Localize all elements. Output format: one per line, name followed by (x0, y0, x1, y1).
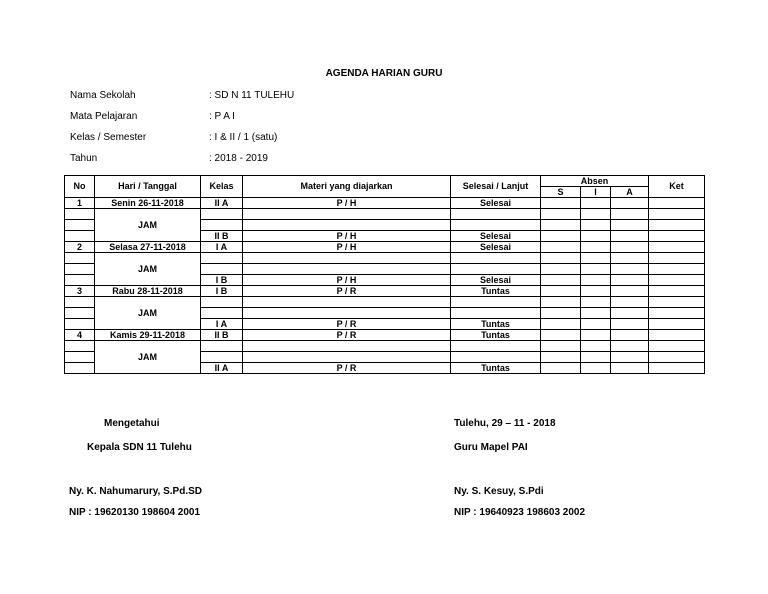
table-cell-empty (65, 275, 95, 286)
sig-mengetahui: Mengetahui (104, 418, 160, 429)
row-status: Tuntas (451, 330, 541, 341)
row-no: 1 (65, 198, 95, 209)
table-cell-empty (65, 209, 95, 220)
table-cell-empty (649, 220, 705, 231)
table-cell-empty (451, 209, 541, 220)
row-day: Selasa 27-11-2018 (95, 242, 201, 253)
row-no: 4 (65, 330, 95, 341)
table-cell-empty (451, 297, 541, 308)
value-mata-pelajaran: : P A I (209, 111, 235, 122)
table-cell-empty (649, 253, 705, 264)
table-cell-empty (541, 220, 581, 231)
table-cell-empty (611, 253, 649, 264)
table-cell-empty (649, 209, 705, 220)
table-cell-empty (581, 242, 611, 253)
table-row (65, 242, 705, 253)
table-cell-empty (649, 308, 705, 319)
row-status: Selesai (451, 231, 541, 242)
table-cell-empty (581, 275, 611, 286)
table-cell-empty (541, 209, 581, 220)
table-cell-empty (649, 352, 705, 363)
table-cell-empty (581, 253, 611, 264)
table-cell-empty (451, 308, 541, 319)
row-materi: P / H (243, 198, 451, 209)
row-status: Selesai (451, 275, 541, 286)
table-cell-empty (541, 308, 581, 319)
label-mata-pelajaran: Mata Pelajaran (70, 111, 138, 122)
sig-right-name: Ny. S. Kesuy, S.Pdi (454, 486, 544, 497)
row-status: Selesai (451, 198, 541, 209)
row-materi: P / R (243, 286, 451, 297)
table-cell-empty (243, 297, 451, 308)
header-hari-tanggal: Hari / Tanggal (95, 176, 201, 198)
page-title: AGENDA HARIAN GURU (325, 68, 443, 79)
row-jam: JAM (95, 253, 201, 286)
table-cell-empty (243, 209, 451, 220)
header-absen-s: S (541, 187, 581, 198)
sig-right-role: Guru Mapel PAI (454, 442, 528, 453)
row-status: Tuntas (451, 286, 541, 297)
row-kelas: I B (201, 275, 243, 286)
table-cell-empty (581, 198, 611, 209)
sig-right-nip: NIP : 19640923 198603 2002 (454, 507, 586, 518)
table-cell-empty (65, 308, 95, 319)
table-cell-empty (649, 264, 705, 275)
row-kelas: II B (201, 330, 243, 341)
table-cell-empty (611, 308, 649, 319)
row-no: 3 (65, 286, 95, 297)
table-cell-empty (541, 297, 581, 308)
sig-left-role: Kepala SDN 11 Tulehu (87, 442, 192, 453)
table-cell-empty (201, 253, 243, 264)
table-cell-empty (65, 363, 95, 374)
table-cell-empty (611, 286, 649, 297)
table-cell-empty (451, 352, 541, 363)
table-cell-empty (649, 341, 705, 352)
table-cell-empty (611, 363, 649, 374)
header-kelas: Kelas (201, 176, 243, 198)
row-materi: P / H (243, 231, 451, 242)
table-cell-empty (541, 231, 581, 242)
row-materi: P / H (243, 242, 451, 253)
table-cell-empty (201, 209, 243, 220)
table-cell-empty (201, 297, 243, 308)
table-cell-empty (649, 231, 705, 242)
table-cell-empty (243, 352, 451, 363)
table-cell-empty (451, 253, 541, 264)
label-kelas-semester: Kelas / Semester (70, 132, 147, 143)
table-cell-empty (541, 286, 581, 297)
table-cell-empty (581, 264, 611, 275)
table-cell-empty (611, 264, 649, 275)
sig-right-date: Tulehu, 29 – 11 - 2018 (454, 418, 556, 429)
table-cell-empty (243, 264, 451, 275)
row-status: Selesai (451, 242, 541, 253)
value-kelas-semester: : I & II / 1 (satu) (209, 132, 278, 143)
table-cell-empty (451, 220, 541, 231)
row-jam: JAM (95, 209, 201, 242)
label-tahun: Tahun (70, 153, 98, 164)
row-jam: JAM (95, 341, 201, 374)
table-cell-empty (611, 319, 649, 330)
table-cell-empty (541, 275, 581, 286)
table-cell-empty (611, 275, 649, 286)
table-cell-empty (65, 297, 95, 308)
table-cell-empty (243, 253, 451, 264)
table-cell-empty (581, 330, 611, 341)
row-kelas: II B (201, 231, 243, 242)
row-kelas: I B (201, 286, 243, 297)
table-cell-empty (243, 220, 451, 231)
sig-left-nip: NIP : 19620130 198604 2001 (69, 507, 201, 518)
header-ket: Ket (649, 176, 705, 198)
table-cell-empty (581, 352, 611, 363)
table-cell-empty (451, 264, 541, 275)
table-cell-empty (649, 330, 705, 341)
table-row (65, 253, 705, 264)
table-cell-empty (65, 341, 95, 352)
header-absen-i: I (581, 187, 611, 198)
agenda-body (65, 198, 705, 374)
row-kelas: II A (201, 363, 243, 374)
table-cell-empty (611, 242, 649, 253)
row-materi: P / H (243, 275, 451, 286)
table-cell-empty (581, 231, 611, 242)
row-jam: JAM (95, 297, 201, 330)
label-nama-sekolah: Nama Sekolah (70, 90, 136, 101)
table-cell-empty (541, 264, 581, 275)
table-cell-empty (541, 363, 581, 374)
table-cell-empty (649, 286, 705, 297)
table-cell-empty (201, 220, 243, 231)
table-cell-empty (65, 352, 95, 363)
row-kelas: I A (201, 319, 243, 330)
table-cell-empty (581, 308, 611, 319)
table-cell-empty (541, 253, 581, 264)
table-cell-empty (581, 363, 611, 374)
row-status: Tuntas (451, 363, 541, 374)
table-cell-empty (451, 341, 541, 352)
row-day: Kamis 29-11-2018 (95, 330, 201, 341)
table-cell-empty (611, 297, 649, 308)
table-cell-empty (611, 209, 649, 220)
table-cell-empty (611, 352, 649, 363)
table-cell-empty (541, 198, 581, 209)
sig-left-name: Ny. K. Nahumarury, S.Pd.SD (69, 486, 202, 497)
table-cell-empty (65, 253, 95, 264)
table-cell-empty (65, 319, 95, 330)
table-cell-empty (649, 198, 705, 209)
header-materi: Materi yang diajarkan (243, 176, 451, 198)
table-row (65, 198, 705, 209)
table-cell-empty (611, 330, 649, 341)
table-row (65, 297, 705, 308)
table-cell-empty (201, 352, 243, 363)
table-cell-empty (541, 319, 581, 330)
row-materi: P / R (243, 319, 451, 330)
table-cell-empty (541, 352, 581, 363)
agenda-table (64, 175, 705, 374)
table-cell-empty (581, 319, 611, 330)
header-selesai-lanjut: Selesai / Lanjut (451, 176, 541, 198)
table-cell-empty (581, 286, 611, 297)
row-status: Tuntas (451, 319, 541, 330)
table-cell-empty (243, 308, 451, 319)
row-no: 2 (65, 242, 95, 253)
header-no: No (65, 176, 95, 198)
table-cell-empty (201, 264, 243, 275)
table-cell-empty (649, 242, 705, 253)
table-cell-empty (201, 341, 243, 352)
table-cell-empty (611, 341, 649, 352)
table-cell-empty (541, 330, 581, 341)
table-cell-empty (581, 220, 611, 231)
row-kelas: II A (201, 198, 243, 209)
table-cell-empty (581, 341, 611, 352)
table-cell-empty (65, 231, 95, 242)
header-absen-a: A (611, 187, 649, 198)
table-cell-empty (541, 341, 581, 352)
table-cell-empty (611, 220, 649, 231)
table-row (65, 341, 705, 352)
table-cell-empty (581, 297, 611, 308)
table-cell-empty (541, 242, 581, 253)
table-cell-empty (581, 209, 611, 220)
row-day: Rabu 28-11-2018 (95, 286, 201, 297)
table-cell-empty (201, 308, 243, 319)
table-cell-empty (649, 363, 705, 374)
table-cell-empty (649, 275, 705, 286)
table-cell-empty (65, 264, 95, 275)
table-cell-empty (611, 198, 649, 209)
table-cell-empty (243, 341, 451, 352)
row-materi: P / R (243, 330, 451, 341)
value-tahun: : 2018 - 2019 (209, 153, 268, 164)
table-row (65, 209, 705, 220)
table-cell-empty (611, 231, 649, 242)
value-nama-sekolah: : SD N 11 TULEHU (209, 90, 295, 101)
row-materi: P / R (243, 363, 451, 374)
table-cell-empty (649, 297, 705, 308)
table-cell-empty (649, 319, 705, 330)
table-cell-empty (65, 220, 95, 231)
header-absen: Absen (541, 176, 649, 187)
table-row (65, 330, 705, 341)
row-kelas: I A (201, 242, 243, 253)
table-row (65, 286, 705, 297)
row-day: Senin 26-11-2018 (95, 198, 201, 209)
